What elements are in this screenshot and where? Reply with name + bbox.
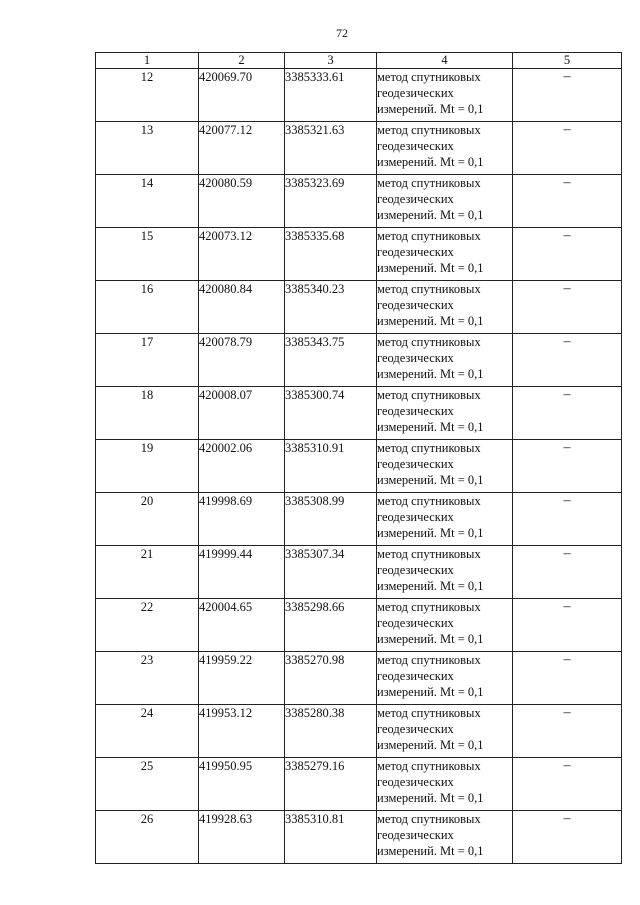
x-coordinate-cell: 420077.12 bbox=[199, 122, 285, 175]
y-coordinate-cell: 3385279.16 bbox=[285, 758, 377, 811]
method-line: геодезических bbox=[377, 828, 454, 842]
x-coordinate-cell: 419953.12 bbox=[199, 705, 285, 758]
method-line: метод спутниковых bbox=[377, 229, 481, 243]
note-cell: – bbox=[513, 69, 622, 122]
table-row bbox=[96, 228, 622, 281]
point-number-cell: 13 bbox=[96, 122, 199, 175]
method-line: измерений. Mt = 0,1 bbox=[377, 314, 484, 328]
y-coordinate-cell: 3385340.23 bbox=[285, 281, 377, 334]
method-line: метод спутниковых bbox=[377, 335, 481, 349]
point-number-cell: 17 bbox=[96, 334, 199, 387]
method-line: метод спутниковых bbox=[377, 494, 481, 508]
method-line: геодезических bbox=[377, 510, 454, 524]
method-line: измерений. Mt = 0,1 bbox=[377, 473, 484, 487]
method-line: геодезических bbox=[377, 86, 454, 100]
point-number-cell: 16 bbox=[96, 281, 199, 334]
method-line: метод спутниковых bbox=[377, 759, 481, 773]
method-line: метод спутниковых bbox=[377, 812, 481, 826]
method-line: метод спутниковых bbox=[377, 653, 481, 667]
method-line: измерений. Mt = 0,1 bbox=[377, 208, 484, 222]
table-row bbox=[96, 69, 622, 122]
method-cell bbox=[377, 334, 513, 387]
method-line: метод спутниковых bbox=[377, 282, 481, 296]
method-cell bbox=[377, 493, 513, 546]
method-line: измерений. Mt = 0,1 bbox=[377, 155, 484, 169]
method-line: метод спутниковых bbox=[377, 70, 481, 84]
method-cell bbox=[377, 599, 513, 652]
method-cell bbox=[377, 69, 513, 122]
y-coordinate-cell: 3385307.34 bbox=[285, 546, 377, 599]
method-cell bbox=[377, 387, 513, 440]
method-line: геодезических bbox=[377, 139, 454, 153]
method-line: метод спутниковых bbox=[377, 706, 481, 720]
table-row bbox=[96, 387, 622, 440]
x-coordinate-cell: 419999.44 bbox=[199, 546, 285, 599]
method-cell bbox=[377, 228, 513, 281]
y-coordinate-cell: 3385298.66 bbox=[285, 599, 377, 652]
column-header: 1 bbox=[96, 53, 199, 69]
y-coordinate-cell: 3385343.75 bbox=[285, 334, 377, 387]
method-line: геодезических bbox=[377, 775, 454, 789]
y-coordinate-cell: 3385335.68 bbox=[285, 228, 377, 281]
y-coordinate-cell: 3385300.74 bbox=[285, 387, 377, 440]
point-number-cell: 18 bbox=[96, 387, 199, 440]
note-cell: – bbox=[513, 705, 622, 758]
y-coordinate-cell: 3385310.91 bbox=[285, 440, 377, 493]
method-line: метод спутниковых bbox=[377, 176, 481, 190]
table-row bbox=[96, 652, 622, 705]
note-cell: – bbox=[513, 334, 622, 387]
y-coordinate-cell: 3385280.38 bbox=[285, 705, 377, 758]
point-number-cell: 21 bbox=[96, 546, 199, 599]
method-line: метод спутниковых bbox=[377, 123, 481, 137]
y-coordinate-cell: 3385321.63 bbox=[285, 122, 377, 175]
method-line: измерений. Mt = 0,1 bbox=[377, 102, 484, 116]
note-cell: – bbox=[513, 811, 622, 864]
x-coordinate-cell: 420078.79 bbox=[199, 334, 285, 387]
y-coordinate-cell: 3385270.98 bbox=[285, 652, 377, 705]
x-coordinate-cell: 420080.84 bbox=[199, 281, 285, 334]
method-cell bbox=[377, 705, 513, 758]
column-header: 4 bbox=[377, 53, 513, 69]
point-number-cell: 15 bbox=[96, 228, 199, 281]
table-row bbox=[96, 281, 622, 334]
y-coordinate-cell: 3385333.61 bbox=[285, 69, 377, 122]
method-line: геодезических bbox=[377, 563, 454, 577]
point-number-cell: 23 bbox=[96, 652, 199, 705]
x-coordinate-cell: 419998.69 bbox=[199, 493, 285, 546]
point-number-cell: 14 bbox=[96, 175, 199, 228]
method-line: измерений. Mt = 0,1 bbox=[377, 579, 484, 593]
method-cell bbox=[377, 811, 513, 864]
method-line: геодезических bbox=[377, 457, 454, 471]
method-cell bbox=[377, 652, 513, 705]
table-header bbox=[96, 53, 622, 69]
method-cell bbox=[377, 122, 513, 175]
note-cell: – bbox=[513, 599, 622, 652]
x-coordinate-cell: 420073.12 bbox=[199, 228, 285, 281]
method-line: измерений. Mt = 0,1 bbox=[377, 738, 484, 752]
method-line: метод спутниковых bbox=[377, 600, 481, 614]
method-line: геодезических bbox=[377, 351, 454, 365]
method-line: измерений. Mt = 0,1 bbox=[377, 367, 484, 381]
point-number-cell: 20 bbox=[96, 493, 199, 546]
note-cell: – bbox=[513, 387, 622, 440]
note-cell: – bbox=[513, 758, 622, 811]
method-line: геодезических bbox=[377, 722, 454, 736]
table-row bbox=[96, 122, 622, 175]
page-number: 72 bbox=[336, 26, 348, 40]
column-header: 5 bbox=[513, 53, 622, 69]
x-coordinate-cell: 420080.59 bbox=[199, 175, 285, 228]
y-coordinate-cell: 3385310.81 bbox=[285, 811, 377, 864]
table-row bbox=[96, 493, 622, 546]
note-cell: – bbox=[513, 440, 622, 493]
note-cell: – bbox=[513, 122, 622, 175]
x-coordinate-cell: 420008.07 bbox=[199, 387, 285, 440]
method-cell bbox=[377, 440, 513, 493]
table-row bbox=[96, 546, 622, 599]
method-line: измерений. Mt = 0,1 bbox=[377, 261, 484, 275]
table-row bbox=[96, 334, 622, 387]
method-line: измерений. Mt = 0,1 bbox=[377, 632, 484, 646]
method-line: метод спутниковых bbox=[377, 547, 481, 561]
method-cell bbox=[377, 281, 513, 334]
method-line: геодезических bbox=[377, 245, 454, 259]
method-cell bbox=[377, 175, 513, 228]
point-number-cell: 24 bbox=[96, 705, 199, 758]
method-line: измерений. Mt = 0,1 bbox=[377, 685, 484, 699]
note-cell: – bbox=[513, 281, 622, 334]
table-row bbox=[96, 175, 622, 228]
table-row bbox=[96, 440, 622, 493]
note-cell: – bbox=[513, 175, 622, 228]
method-cell bbox=[377, 758, 513, 811]
header-row bbox=[96, 53, 622, 69]
x-coordinate-cell: 420002.06 bbox=[199, 440, 285, 493]
table-row bbox=[96, 599, 622, 652]
method-line: измерений. Mt = 0,1 bbox=[377, 420, 484, 434]
point-number-cell: 22 bbox=[96, 599, 199, 652]
table-row bbox=[96, 811, 622, 864]
coordinates-table bbox=[95, 52, 622, 864]
method-line: измерений. Mt = 0,1 bbox=[377, 844, 484, 858]
point-number-cell: 12 bbox=[96, 69, 199, 122]
table-body bbox=[96, 69, 622, 864]
x-coordinate-cell: 420004.65 bbox=[199, 599, 285, 652]
method-line: геодезических bbox=[377, 298, 454, 312]
note-cell: – bbox=[513, 652, 622, 705]
x-coordinate-cell: 419928.63 bbox=[199, 811, 285, 864]
x-coordinate-cell: 420069.70 bbox=[199, 69, 285, 122]
method-line: измерений. Mt = 0,1 bbox=[377, 791, 484, 805]
column-header: 3 bbox=[285, 53, 377, 69]
y-coordinate-cell: 3385323.69 bbox=[285, 175, 377, 228]
x-coordinate-cell: 419950.95 bbox=[199, 758, 285, 811]
point-number-cell: 26 bbox=[96, 811, 199, 864]
note-cell: – bbox=[513, 228, 622, 281]
method-line: геодезических bbox=[377, 669, 454, 683]
method-line: геодезических bbox=[377, 404, 454, 418]
note-cell: – bbox=[513, 493, 622, 546]
column-header: 2 bbox=[199, 53, 285, 69]
point-number-cell: 19 bbox=[96, 440, 199, 493]
x-coordinate-cell: 419959.22 bbox=[199, 652, 285, 705]
method-cell bbox=[377, 546, 513, 599]
method-line: геодезических bbox=[377, 192, 454, 206]
method-line: геодезических bbox=[377, 616, 454, 630]
method-line: метод спутниковых bbox=[377, 388, 481, 402]
method-line: метод спутниковых bbox=[377, 441, 481, 455]
method-line: измерений. Mt = 0,1 bbox=[377, 526, 484, 540]
point-number-cell: 25 bbox=[96, 758, 199, 811]
y-coordinate-cell: 3385308.99 bbox=[285, 493, 377, 546]
table-row bbox=[96, 705, 622, 758]
table-row bbox=[96, 758, 622, 811]
note-cell: – bbox=[513, 546, 622, 599]
